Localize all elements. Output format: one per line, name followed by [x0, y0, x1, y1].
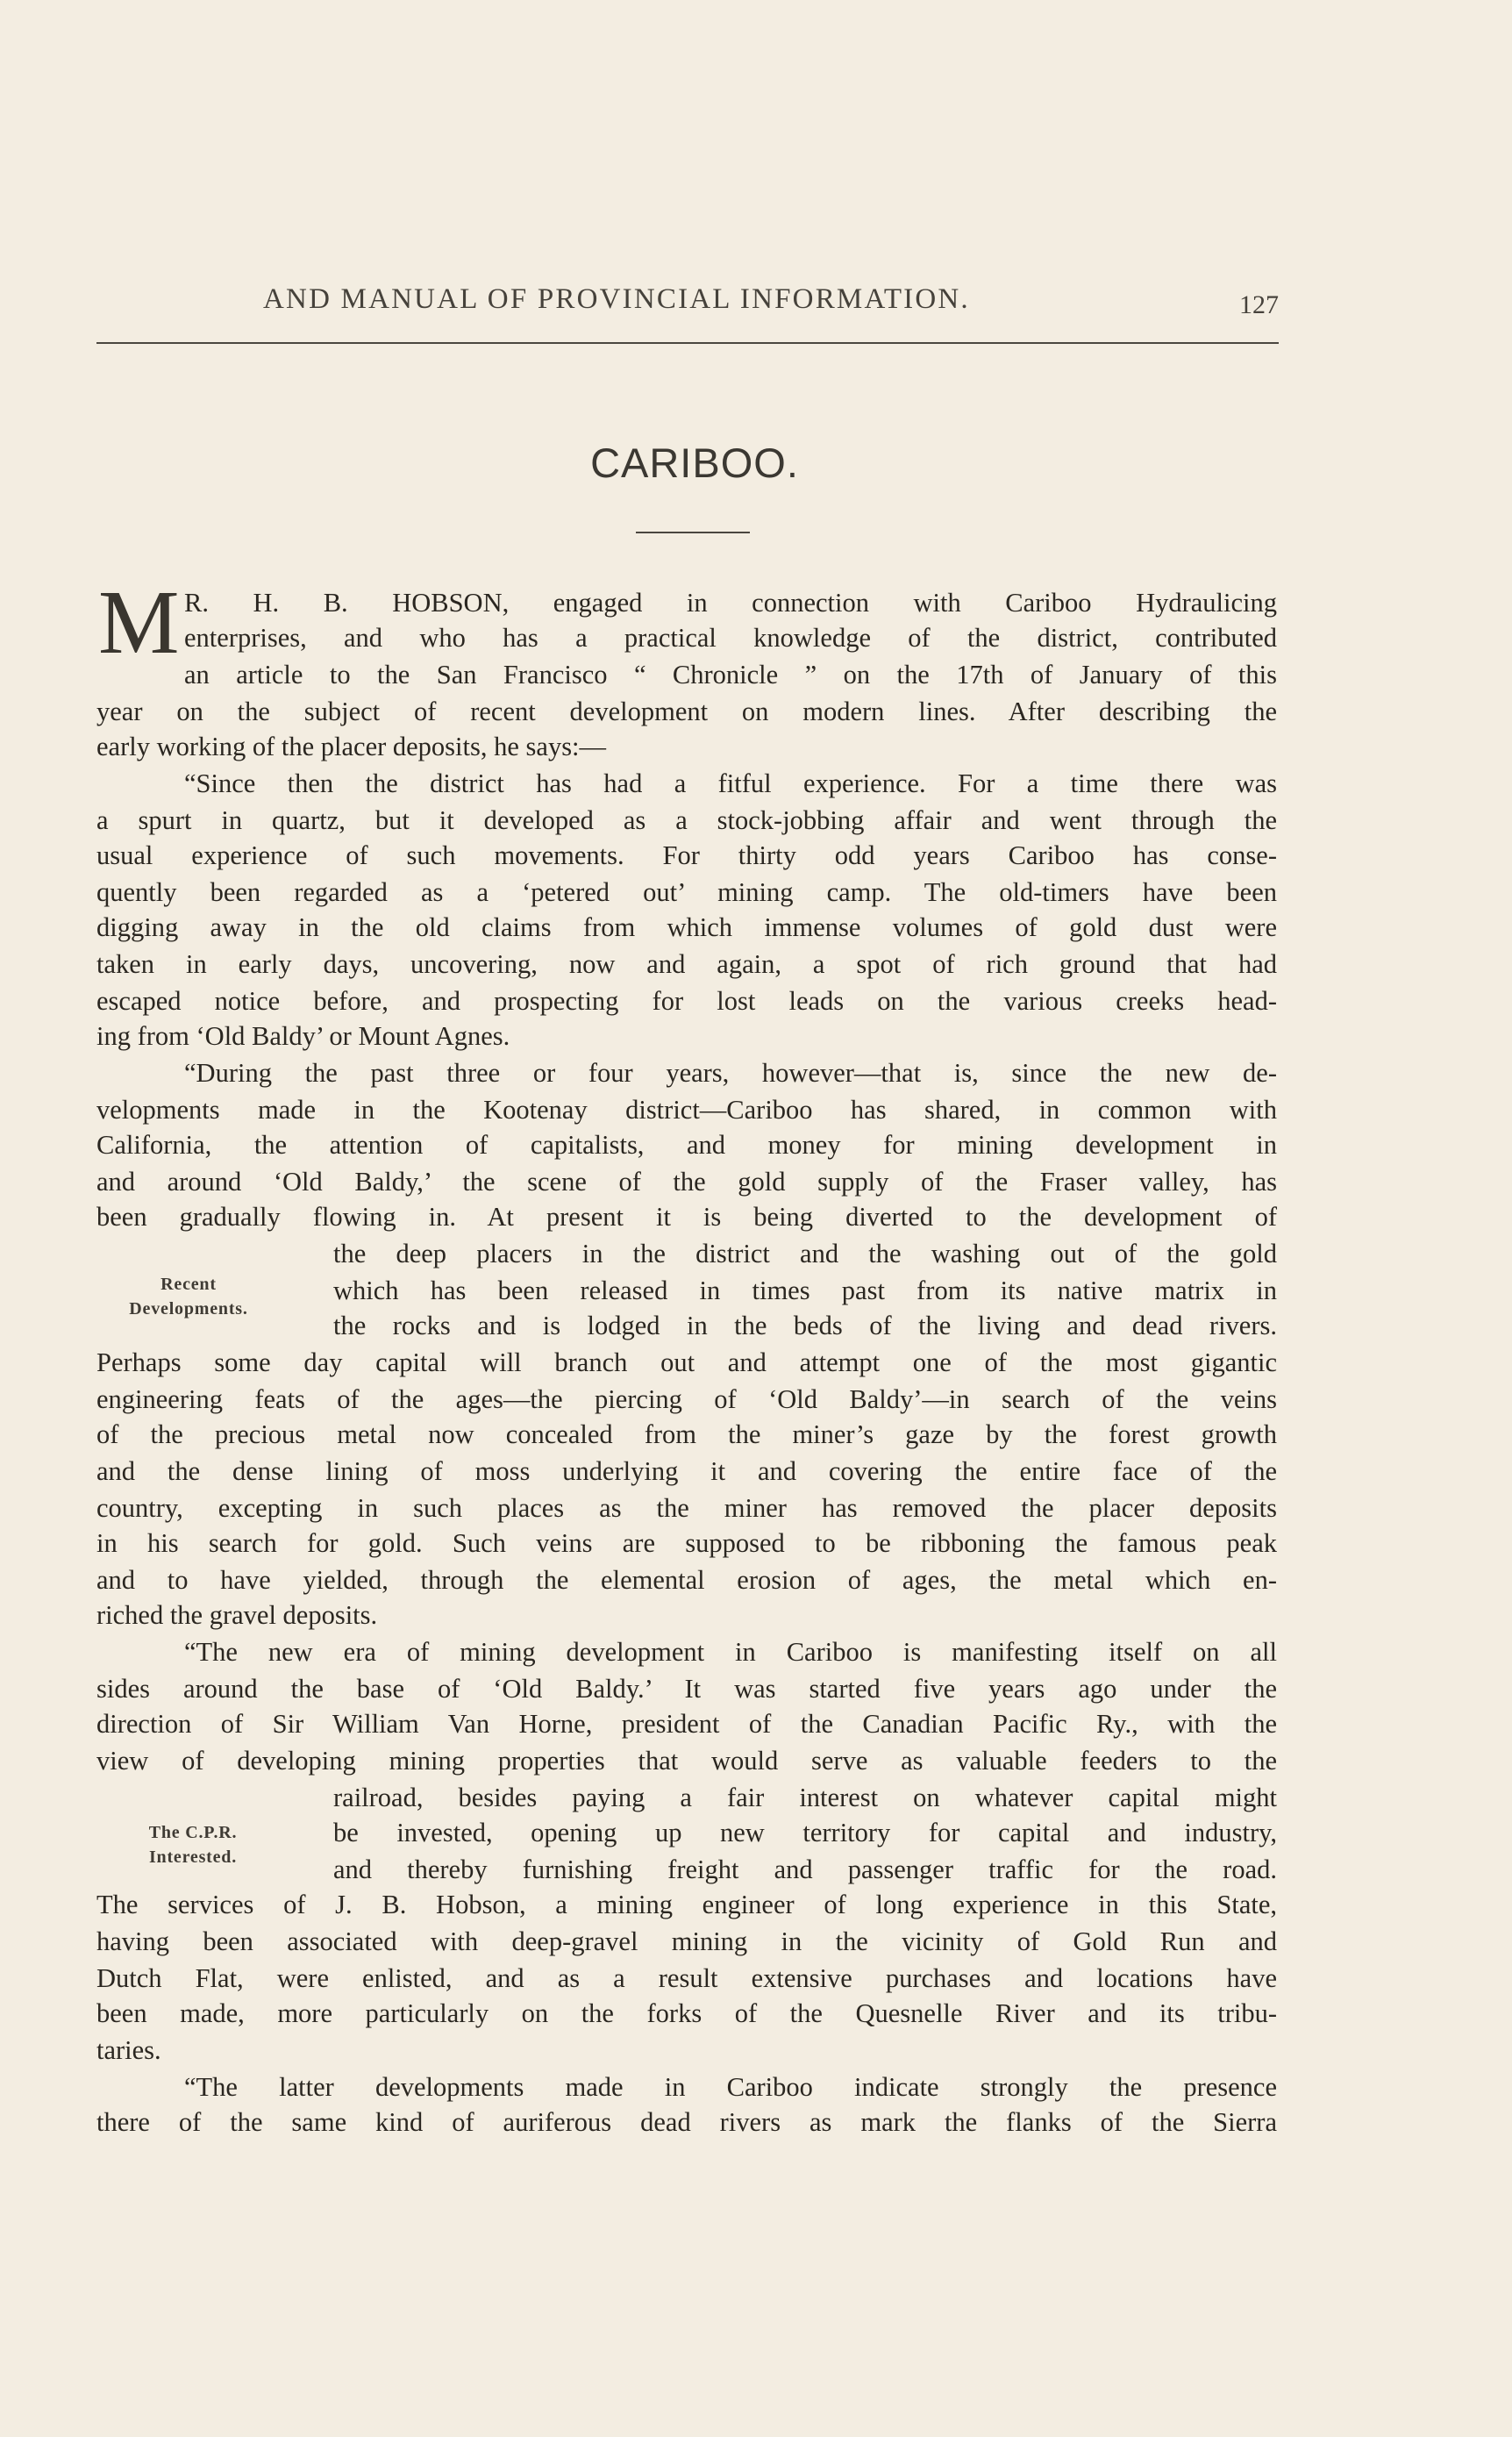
drop-cap: M [98, 572, 180, 673]
text-line: the rocks and is lodged in the beds of the living and dead rivers. [333, 1311, 1277, 1340]
margin-note-line: Developments. [129, 1299, 248, 1319]
text-line: and the dense lining of moss underlying it and covering the entire face of the [96, 1456, 1277, 1486]
text-line: taries. [96, 2035, 161, 2065]
text-line: railroad, besides paying a fair interest on whatever capital might [333, 1783, 1277, 1812]
text-line: and around ‘Old Baldy,’ the scene of the gold supply of the Fraser valley, has [96, 1167, 1277, 1197]
text-line: which has been released in times past from its native matrix in [333, 1276, 1277, 1305]
margin-note-line: Recent [160, 1275, 217, 1294]
text-line: usual experience of such movements. For thirty odd years Cariboo has conse- [96, 840, 1277, 870]
text-line: quently been regarded as a ‘petered out’ mining camp. The old-timers have been [96, 877, 1277, 907]
text-line: early working of the placer deposits, he says:— [96, 732, 607, 761]
text-line: country, excepting in such places as the miner has removed the placer deposits [96, 1493, 1277, 1523]
header-rule [96, 342, 1279, 344]
text-line: California, the attention of capitalists, and money for mining development in [96, 1130, 1277, 1160]
text-line: a spurt in quartz, but it developed as a stock-jobbing affair and went through the [96, 805, 1277, 835]
page-number: 127 [1239, 290, 1279, 319]
text-line: “During the past three or four years, however—that is, since the new de- [184, 1058, 1277, 1088]
text-line: there of the same kind of auriferous dead rivers as mark the flanks of the Sierra [96, 2107, 1277, 2137]
margin-note-cpr-interested [123, 1820, 263, 1869]
text-line: enterprises, and who has a practical knowledge of the district, contributed [184, 623, 1277, 653]
text-line: taken in early days, uncovering, now and again, a spot of rich ground that had [96, 949, 1277, 979]
text-line: “The latter developments made in Cariboo indicate strongly the presence [184, 2072, 1277, 2102]
text-line: velopments made in the Kootenay district—Cariboo has shared, in common with [96, 1095, 1277, 1125]
text-line: Perhaps some day capital will branch out and attempt one of the most gigantic [96, 1347, 1277, 1377]
text-line: digging away in the old claims from which immense volumes of gold dust were [96, 912, 1277, 942]
text-line: been made, more particularly on the forks of the Quesnelle River and its tribu- [96, 1998, 1277, 2028]
text-line: of the precious metal now concealed from the miner’s gaze by the forest growth [96, 1419, 1277, 1449]
text-line: year on the subject of recent development on modern lines. After describing the [96, 697, 1277, 726]
running-header [96, 283, 1279, 327]
title-rule [636, 532, 750, 533]
section-title: CARIBOO. [590, 440, 799, 486]
text-line: “The new era of mining development in Cariboo is manifesting itself on all [184, 1637, 1277, 1667]
text-line: engineering feats of the ages—the piercing of ‘Old Baldy’—in search of the veins [96, 1384, 1277, 1414]
text-line: in his search for gold. Such veins are supposed to be ribboning the famous peak [96, 1528, 1277, 1558]
text-line: be invested, opening up new territory for capital and industry, [333, 1818, 1277, 1847]
text-line: an article to the San Francisco “ Chronicle ” on the 17th of January of this [184, 660, 1277, 690]
text-line: been gradually flowing in. At present it is being diverted to the development of [96, 1202, 1277, 1232]
text-line: sides around the base of ‘Old Baldy.’ It was started five years ago under the [96, 1674, 1277, 1704]
text-line: direction of Sir William Van Horne, president of the Canadian Pacific Ry., with the [96, 1709, 1277, 1739]
margin-note-recent-developments [114, 1272, 263, 1321]
text-line: having been associated with deep-gravel mining in the vicinity of Gold Run and [96, 1926, 1277, 1956]
text-line: The services of J. B. Hobson, a mining engineer of long experience in this State, [96, 1890, 1277, 1919]
text-line: R. H. B. HOBSON, engaged in connection with Cariboo Hydraulicing [184, 588, 1277, 618]
text-line: view of developing mining properties that would serve as valuable feeders to the [96, 1746, 1277, 1776]
margin-note-line: Interested. [148, 1847, 238, 1867]
text-line: riched the gravel deposits. [96, 1600, 378, 1630]
text-line: the deep placers in the district and the washing out of the gold [333, 1239, 1277, 1269]
text-line: escaped notice before, and prospecting for lost leads on the various creeks head- [96, 986, 1277, 1016]
margin-note-line: The C.P.R. [148, 1823, 238, 1842]
running-header-title: AND MANUAL OF PROVINCIAL INFORMATION. [263, 283, 970, 315]
text-line: “Since then the district has had a fitful experience. For a time there was [184, 768, 1277, 798]
text-line: Dutch Flat, were enlisted, and as a result extensive purchases and locations have [96, 1963, 1277, 1993]
text-line: ing from ‘Old Baldy’ or Mount Agnes. [96, 1021, 510, 1051]
text-line: and to have yielded, through the elemental erosion of ages, the metal which en- [96, 1565, 1277, 1595]
text-line: and thereby furnishing freight and passenger traffic for the road. [333, 1855, 1277, 1884]
